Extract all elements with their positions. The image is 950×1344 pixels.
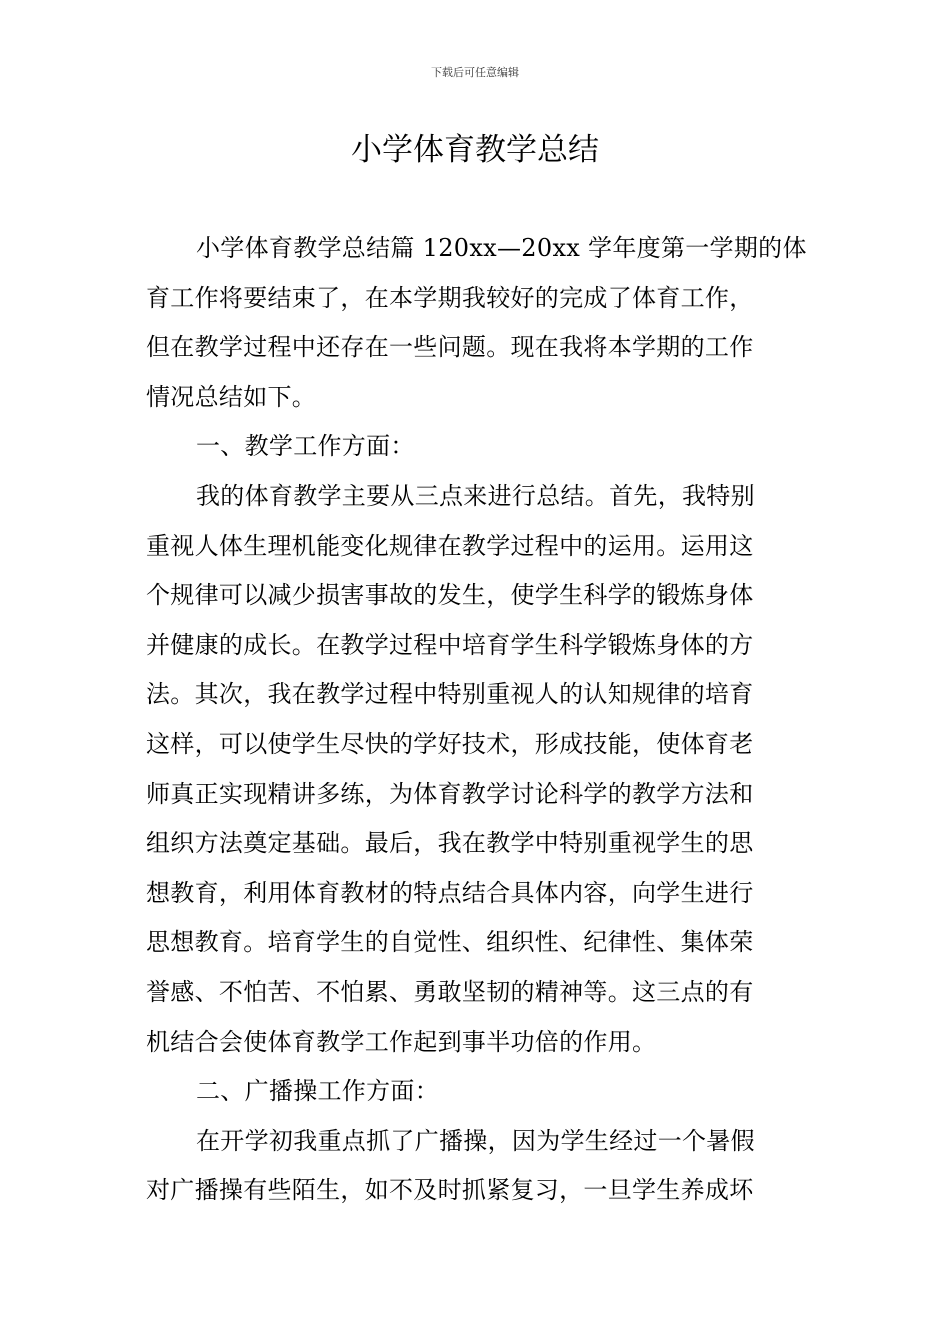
body-line: 情况总结如下。 [146, 382, 317, 411]
body-line: 个规律可以减少损害事故的发生，使学生科学的锻炼身体 [146, 581, 754, 610]
section-heading: 一、教学工作方面： [196, 432, 415, 461]
document-body [146, 224, 806, 1216]
body-line: 并健康的成长。在教学过程中培育学生科学锻炼身体的方 [146, 630, 754, 659]
body-line: 这样，可以使学生尽快的学好技术，形成技能，使体育老 [146, 729, 754, 758]
body-line: 思想教育。培育学生的自觉性、组织性、纪律性、集体荣 [146, 928, 754, 957]
body-line: 组织方法奠定基础。最后，我在教学中特别重视学生的思 [146, 829, 754, 858]
body-line: 誉感、不怕苦、不怕累、勇敢坚韧的精神等。这三点的有 [146, 977, 754, 1006]
body-line: 法。其次，我在教学过程中特别重视人的认知规律的培育 [146, 680, 754, 709]
body-line: 在开学初我重点抓了广播操，因为学生经过一个暑假 [196, 1126, 755, 1155]
body-line: 机结合会使体育教学工作起到事半功倍的作用。 [146, 1027, 657, 1056]
body-line: 师真正实现精讲多练，为体育教学讨论科学的教学方法和 [146, 779, 754, 808]
document-title: 小学体育教学总结 [351, 132, 599, 168]
body-line: 想教育，利用体育教材的特点结合具体内容，向学生进行 [146, 878, 754, 907]
body-line: 重视人体生理机能变化规律在教学过程中的运用。运用这 [146, 531, 754, 560]
body-line: 但在教学过程中还存在一些问题。现在我将本学期的工作 [146, 333, 754, 362]
body-line: 小学体育教学总结篇 120xx—20xx 学年度第一学期的体 [196, 234, 807, 262]
page-header-note: 下载后可任意编辑 [431, 66, 519, 79]
body-line: 育工作将要结束了，在本学期我较好的完成了体育工作， [146, 283, 754, 312]
body-line: 我的体育教学主要从三点来进行总结。首先，我特别 [196, 481, 755, 510]
section-heading: 二、广播操工作方面： [196, 1077, 439, 1106]
body-line: 对广播操有些陌生，如不及时抓紧复习，一旦学生养成坏 [146, 1176, 754, 1205]
